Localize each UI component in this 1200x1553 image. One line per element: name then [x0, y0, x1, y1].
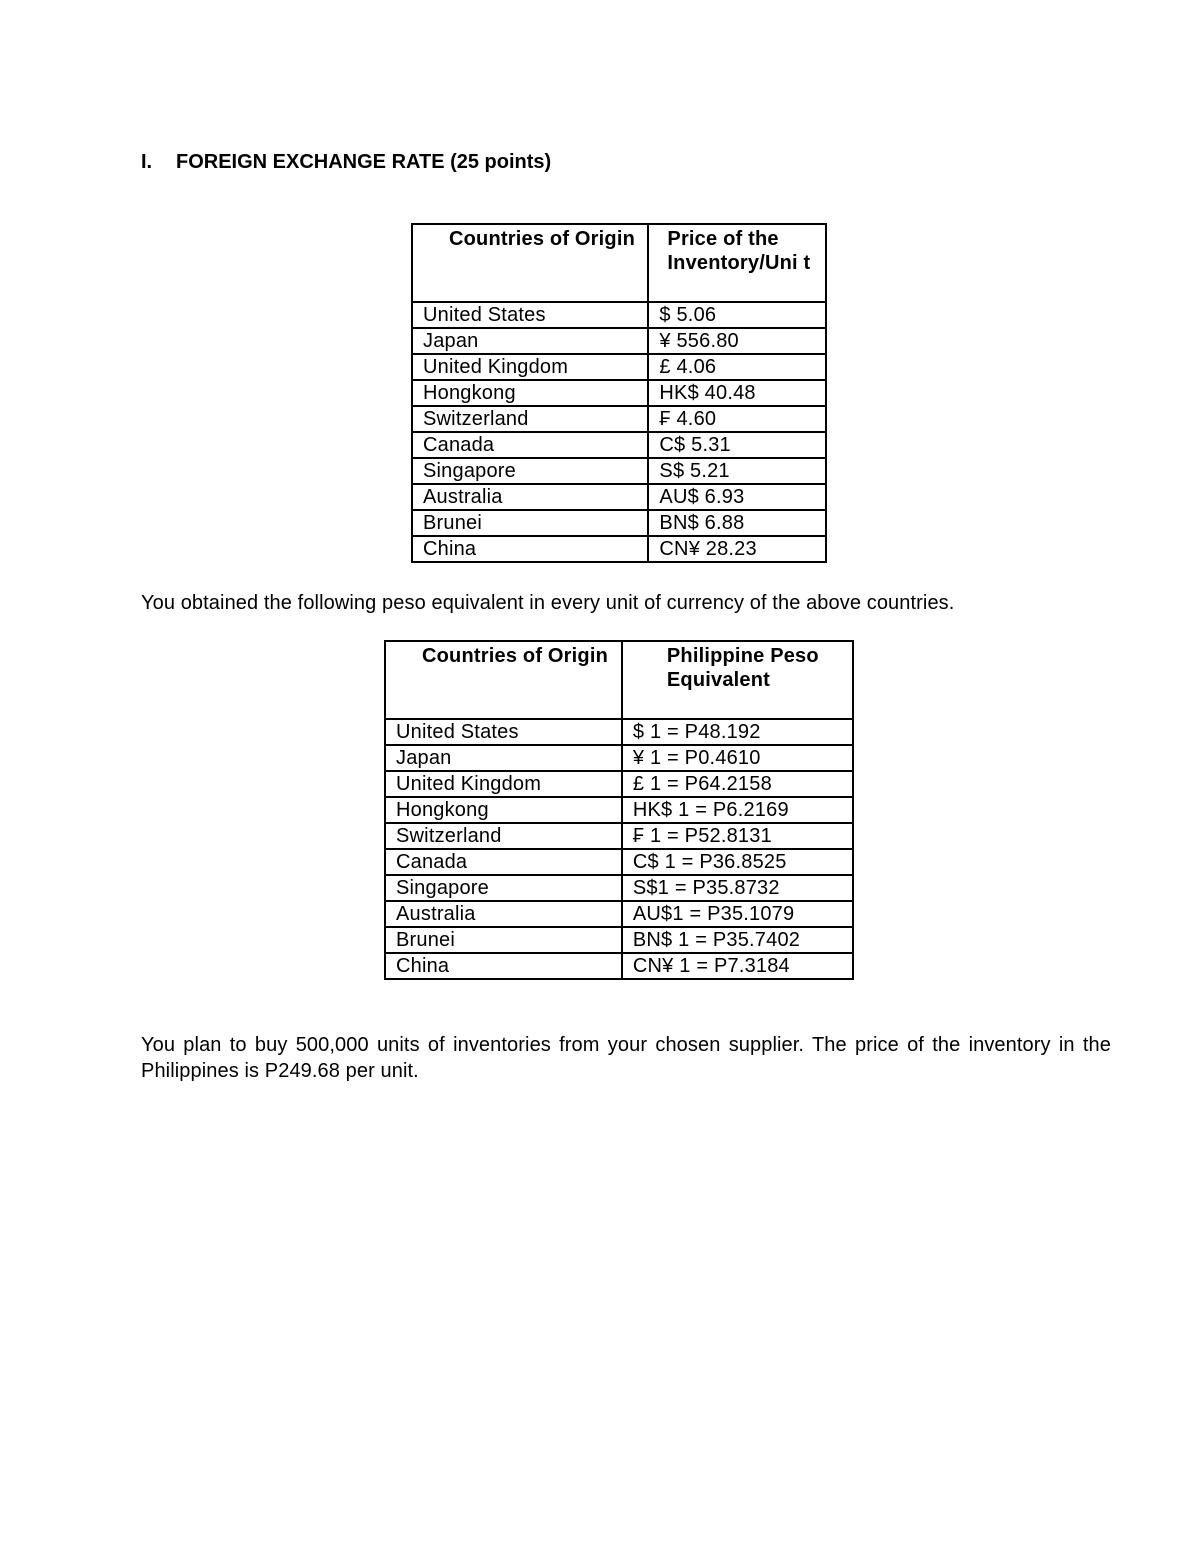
- value-cell: S$1 = P35.8732: [622, 875, 853, 901]
- country-cell: United Kingdom: [385, 771, 622, 797]
- country-cell: Canada: [412, 432, 648, 458]
- purchase-plan-paragraph: You plan to buy 500,000 units of inventories from your chosen supplier. The price of the inventory in the Philippines is P249.68 per unit.: [141, 1034, 1111, 1082]
- country-cell: Canada: [385, 849, 622, 875]
- table-row: [385, 875, 853, 901]
- value-cell: BN$ 6.88: [648, 510, 826, 536]
- country-cell: Switzerland: [385, 823, 622, 849]
- price-table: [411, 223, 827, 563]
- table-row: [385, 719, 853, 745]
- table-row: [385, 771, 853, 797]
- country-cell: Japan: [385, 745, 622, 771]
- table-row: [412, 328, 826, 354]
- table-row: [412, 354, 826, 380]
- value-cell: ¥ 556.80: [648, 328, 826, 354]
- peso-intro-paragraph: You obtained the following peso equivalent in every unit of currency of the above countries.: [141, 592, 955, 614]
- table-row: [412, 484, 826, 510]
- country-cell: Japan: [412, 328, 648, 354]
- value-cell: $ 5.06: [648, 302, 826, 328]
- value-cell: $ 1 = P48.192: [622, 719, 853, 745]
- country-cell: Australia: [412, 484, 648, 510]
- column-header-peso-equivalent: Philippine Peso Equivalent: [622, 641, 853, 719]
- country-cell: United Kingdom: [412, 354, 648, 380]
- value-cell: ¥ 1 = P0.4610: [622, 745, 853, 771]
- table-row: [385, 823, 853, 849]
- country-cell: Switzerland: [412, 406, 648, 432]
- country-cell: Singapore: [385, 875, 622, 901]
- value-cell: ₣ 1 = P52.8131: [622, 823, 853, 849]
- column-header-country: Countries of Origin: [385, 641, 622, 719]
- value-cell: AU$1 = P35.1079: [622, 901, 853, 927]
- country-cell: Brunei: [412, 510, 648, 536]
- value-cell: £ 4.06: [648, 354, 826, 380]
- country-cell: Brunei: [385, 927, 622, 953]
- value-cell: £ 1 = P64.2158: [622, 771, 853, 797]
- table-row: [412, 380, 826, 406]
- country-cell: Singapore: [412, 458, 648, 484]
- country-cell: China: [385, 953, 622, 979]
- value-cell: C$ 1 = P36.8525: [622, 849, 853, 875]
- column-header-country: Countries of Origin: [412, 224, 648, 302]
- section-title: FOREIGN EXCHANGE RATE (25 points): [176, 151, 552, 173]
- value-cell: ₣ 4.60: [648, 406, 826, 432]
- value-cell: CN¥ 28.23: [648, 536, 826, 562]
- country-cell: Hongkong: [385, 797, 622, 823]
- value-cell: S$ 5.21: [648, 458, 826, 484]
- table-row: [412, 302, 826, 328]
- table-row: [412, 458, 826, 484]
- country-cell: Australia: [385, 901, 622, 927]
- value-cell: HK$ 40.48: [648, 380, 826, 406]
- table-row: [412, 510, 826, 536]
- table-header-row: [385, 641, 853, 719]
- table-row: [412, 432, 826, 458]
- table-row: [385, 849, 853, 875]
- section-number: I.: [141, 151, 153, 173]
- value-cell: AU$ 6.93: [648, 484, 826, 510]
- column-header-price: Price of the Inventory/Uni t: [648, 224, 826, 302]
- peso-equivalent-table: [384, 640, 854, 980]
- country-cell: China: [412, 536, 648, 562]
- peso-table-body: [385, 719, 853, 979]
- table-row: [412, 406, 826, 432]
- table-row: [385, 953, 853, 979]
- country-cell: United States: [412, 302, 648, 328]
- table-row: [385, 901, 853, 927]
- table-row: [385, 927, 853, 953]
- price-table-body: [412, 302, 826, 562]
- table-row: [412, 536, 826, 562]
- value-cell: HK$ 1 = P6.2169: [622, 797, 853, 823]
- value-cell: BN$ 1 = P35.7402: [622, 927, 853, 953]
- value-cell: CN¥ 1 = P7.3184: [622, 953, 853, 979]
- table-header-row: [412, 224, 826, 302]
- country-cell: United States: [385, 719, 622, 745]
- value-cell: C$ 5.31: [648, 432, 826, 458]
- section-heading: [141, 150, 551, 174]
- table-row: [385, 745, 853, 771]
- table-row: [385, 797, 853, 823]
- country-cell: Hongkong: [412, 380, 648, 406]
